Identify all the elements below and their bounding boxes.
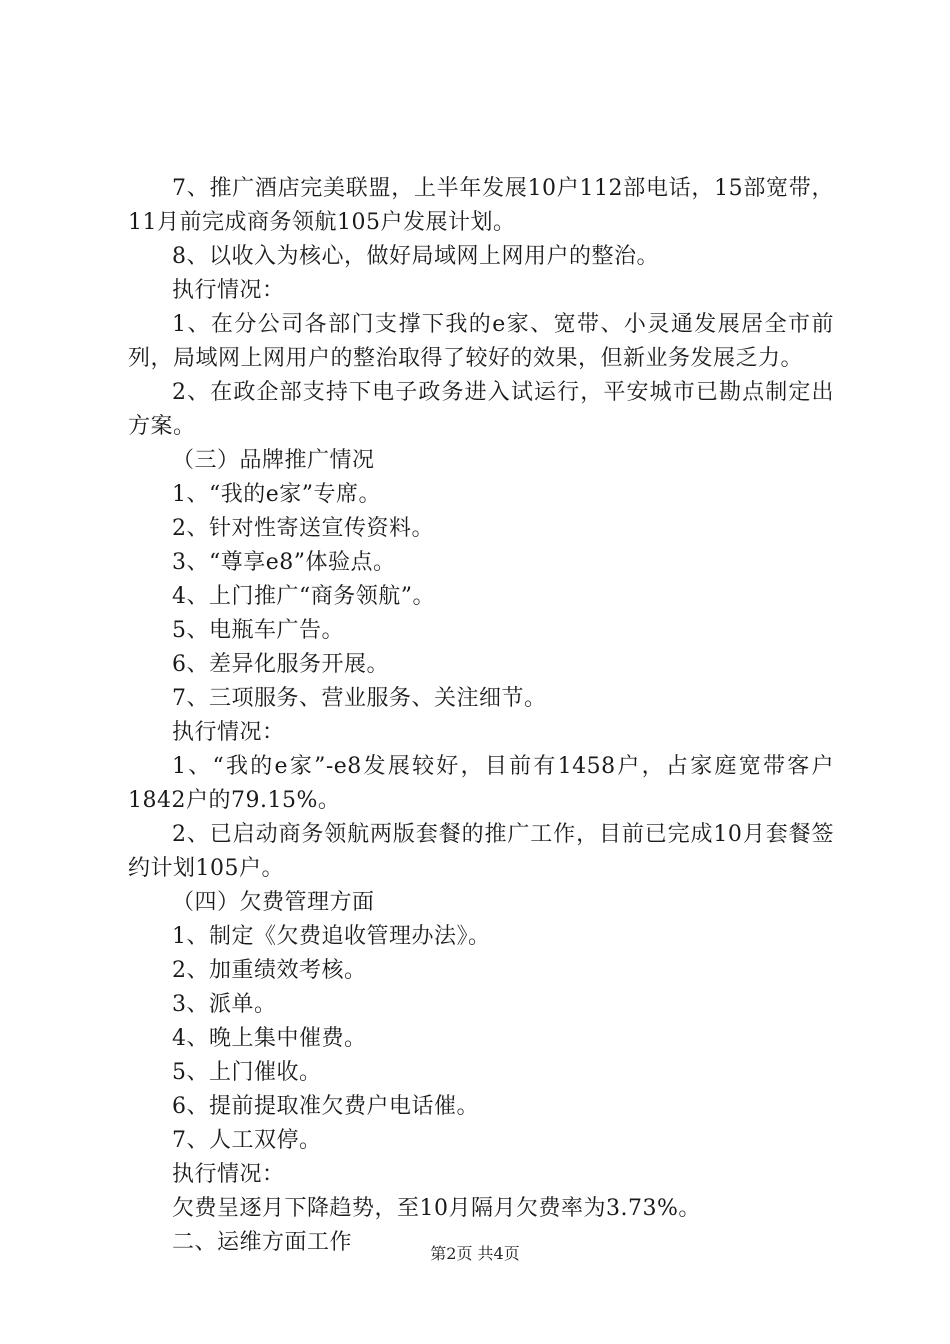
paragraph: 8、以收入为核心，做好局域网上网用户的整治。 [172,244,659,269]
paragraph: 6、提前提取准欠费户电话催。 [172,1094,479,1119]
paragraph: 执行情况： [172,1162,285,1187]
paragraph: 1、在分公司各部门支撑下我的e家、宽带、小灵通发展居全市前列，局域网上网用户的整治取得了较好的效果，但新业务发展乏力。 [128,312,834,371]
paragraph: 5、上门催收。 [172,1060,322,1085]
paragraph: 4、上门推广“商务领航”。 [172,584,435,609]
paragraph: 2、在政企部支持下电子政务进入试运行，平安城市已勘点制定出方案。 [128,380,834,439]
paragraph: 3、派单。 [172,992,277,1017]
page-footer: 第2页 共4页 [430,1244,520,1263]
section-heading: 二、运维方面工作 [172,1230,353,1255]
section-heading: （四）欠费管理方面 [172,890,375,915]
section-heading: （三）品牌推广情况 [172,448,375,473]
paragraph: 7、三项服务、营业服务、关注细节。 [172,686,547,711]
paragraph: 6、差异化服务开展。 [172,652,389,677]
paragraph: 执行情况： [172,278,285,303]
paragraph: 1、“我的e家”专席。 [172,482,382,507]
paragraph: 3、“尊享e8”体验点。 [172,550,396,575]
paragraph: 1、“我的e家”-e8发展较好，目前有1458户，占家庭宽带客户1842户的79.15%。 [128,754,834,813]
paragraph: 2、已启动商务领航两版套餐的推广工作，目前已完成10月套餐签约计划105户。 [128,822,834,881]
document-body [128,172,834,1260]
paragraph: 7、人工双停。 [172,1128,322,1153]
paragraph: 7、推广酒店完美联盟，上半年发展10户112部电话，15部宽带，11月前完成商务领航105户发展计划。 [128,176,834,235]
paragraph: 2、针对性寄送宣传资料。 [172,516,434,541]
paragraph: 5、电瓶车广告。 [172,618,344,643]
paragraph: 2、加重绩效考核。 [172,958,367,983]
paragraph: 1、制定《欠费追收管理办法》。 [172,924,491,949]
paragraph: 欠费呈逐月下降趋势，至10月隔月欠费率为3.73%。 [172,1196,701,1221]
paragraph: 4、晚上集中催费。 [172,1026,367,1051]
paragraph: 执行情况： [172,720,285,745]
